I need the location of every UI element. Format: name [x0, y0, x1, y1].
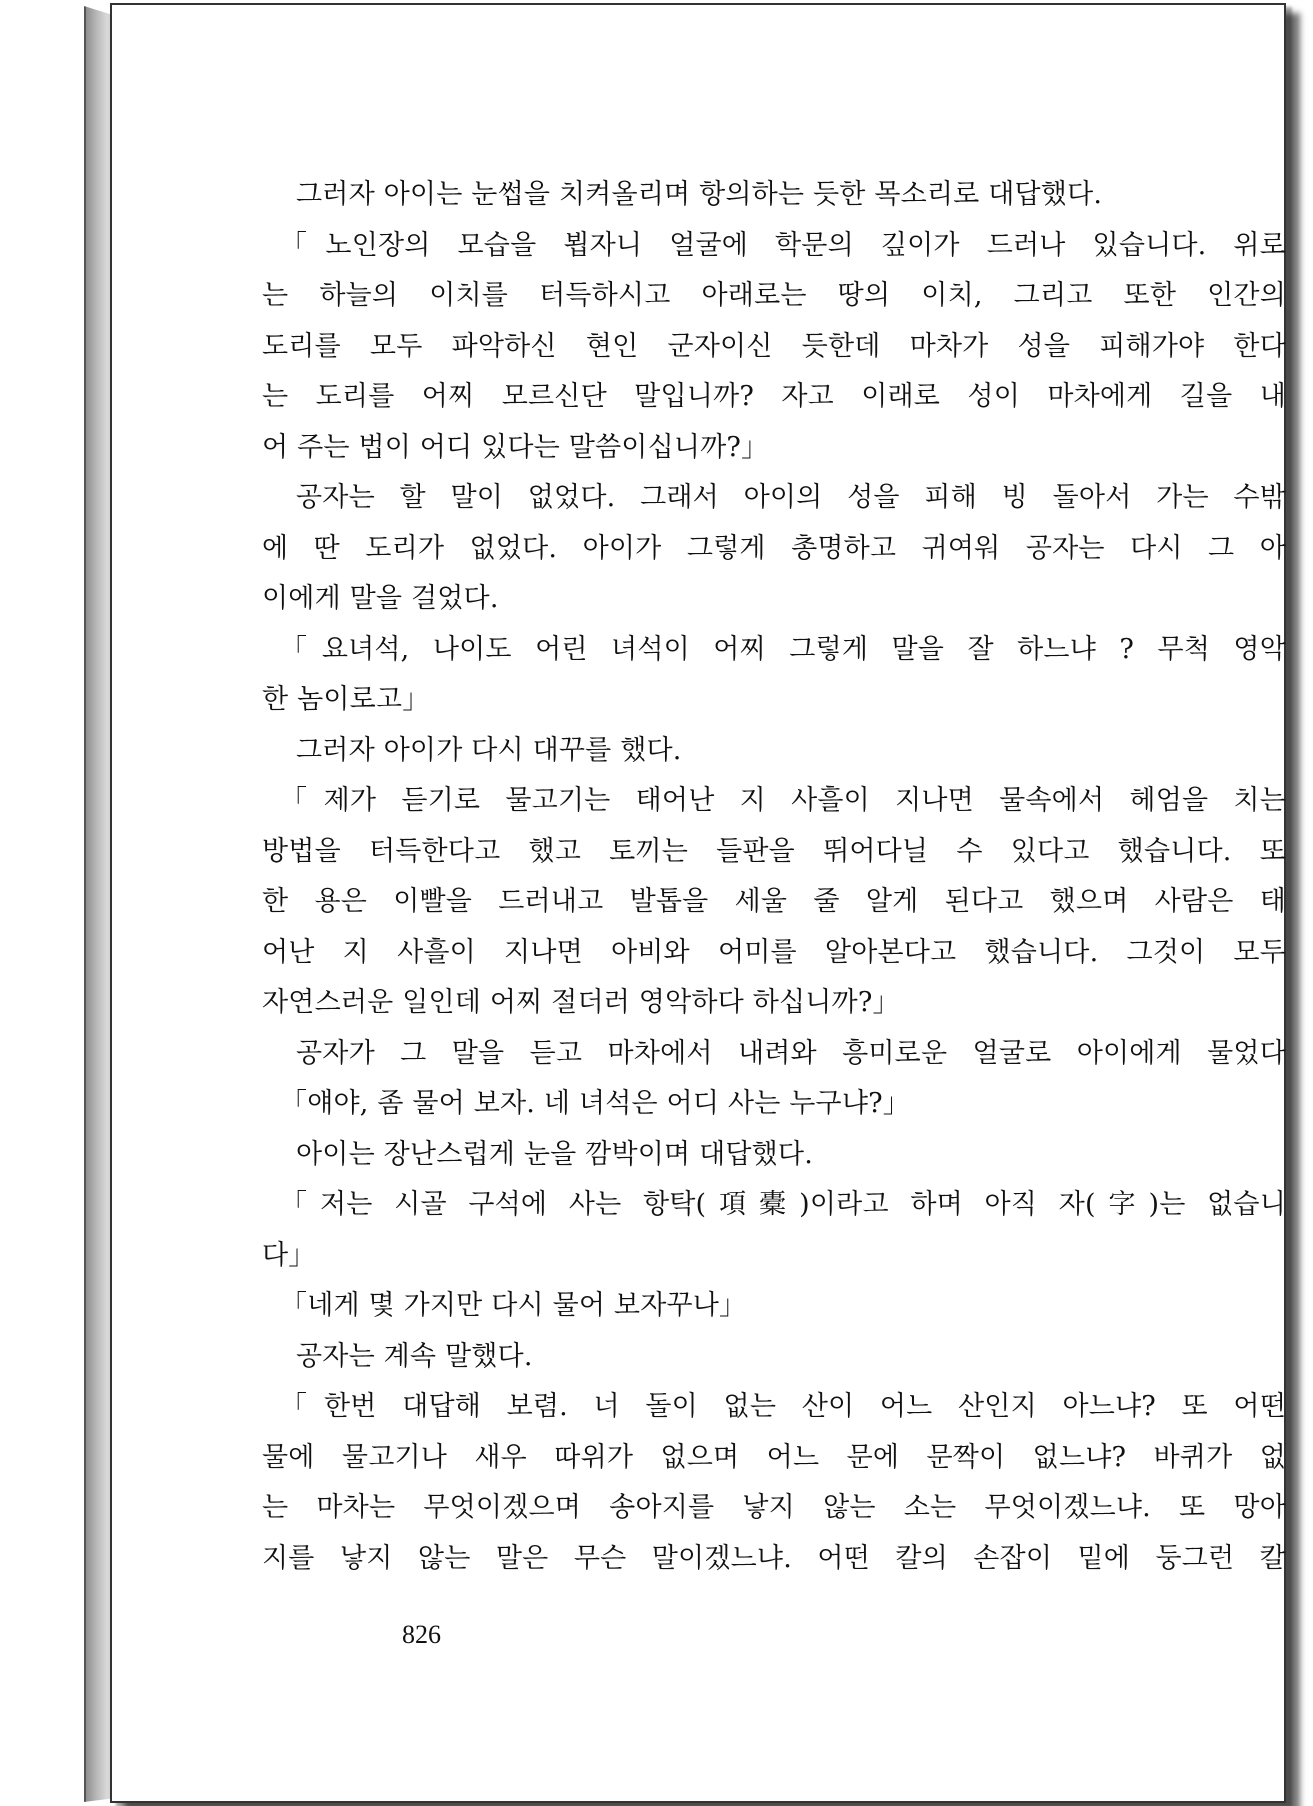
text-line: 「요녀석, 나이도 어린 녀석이 어찌 그렇게 말을 잘 하느냐 ? 무척 영악: [280, 633, 1286, 665]
text-line: 이에게 말을 걸었다.: [262, 583, 499, 614]
text-line: 공자는 계속 말했다.: [296, 1340, 533, 1372]
text-line: 물에 물고기나 새우 따위가 없으며 어느 문에 문짝이 없느냐? 바퀴가 없: [262, 1441, 1286, 1473]
page-number: 826: [402, 1620, 441, 1649]
text-line: 「네게 몇 가지만 다시 물어 보자꾸나」: [280, 1290, 747, 1321]
text-line: 아이는 장난스럽게 눈을 깜박이며 대답했다.: [296, 1138, 813, 1170]
text-line: 한 용은 이빨을 드러내고 발톱을 세울 줄 알게 된다고 했으며 사람은 태: [262, 886, 1286, 917]
text-line: 한 놈이로고」: [262, 684, 430, 715]
text-line: 공자가 그 말을 듣고 마차에서 내려와 흥미로운 얼굴로 아이에게 물었다: [296, 1037, 1286, 1069]
text-line: 는 마차는 무엇이겠으며 송아지를 낳지 않는 소는 무엇이겠느냐. 또 망아: [262, 1492, 1286, 1523]
text-line: 「얘야, 좀 물어 보자. 네 녀석은 어디 사는 누구냐?」: [280, 1088, 910, 1119]
text-line: 「저는 시골 구석에 사는 항탁(項橐)이라고 하며 아직 자(字)는 없습니: [280, 1189, 1286, 1220]
text-line: 어난 지 사흘이 지나면 아비와 어미를 알아본다고 했습니다. 그것이 모두: [262, 936, 1286, 968]
page-body-text: [262, 170, 1286, 1584]
text-line: 「제가 듣기로 물고기는 태어난 지 사흘이 지나면 물속에서 헤엄을 치는: [280, 785, 1286, 816]
text-line: 다」: [262, 1239, 316, 1271]
text-line: 「한번 대답해 보렴. 너 돌이 없는 산이 어느 산인지 아느냐? 또 어떤: [280, 1391, 1286, 1422]
text-line: 그러자 아이가 다시 대꾸를 했다.: [296, 734, 682, 766]
text-line: 방법을 터득한다고 했고 토끼는 들판을 뛰어다닐 수 있다고 했습니다. 또: [262, 835, 1286, 867]
text-line: 공자는 할 말이 없었다. 그래서 아이의 성을 피해 빙 돌아서 가는 수밖: [296, 482, 1286, 513]
text-line: 에 딴 도리가 없었다. 아이가 그렇게 총명하고 귀여워 공자는 다시 그 아: [262, 532, 1286, 564]
text-line: 그러자 아이는 눈썹을 치켜올리며 항의하는 듯한 목소리로 대답했다.: [296, 179, 1103, 210]
text-line: 자연스러운 일인데 어찌 절더러 영악하다 하십니까?」: [262, 987, 900, 1018]
text-line: 지를 낳지 않는 말은 무슨 말이겠느냐. 어떤 칼의 손잡이 밑에 둥그런 칼: [262, 1542, 1286, 1574]
text-line: 「노인장의 모습을 뵙자니 얼굴에 학문의 깊이가 드러나 있습니다. 위로: [280, 229, 1286, 261]
text-line: 는 하늘의 이치를 터득하시고 아래로는 땅의 이치, 그리고 또한 인간의: [262, 280, 1286, 311]
text-line: 어 주는 법이 어디 있다는 말씀이십니까?」: [262, 431, 769, 463]
book-page: [110, 3, 1286, 1803]
text-line: 는 도리를 어찌 모르신단 말입니까? 자고 이래로 성이 마차에게 길을 내: [262, 381, 1286, 412]
text-line: 도리를 모두 파악하신 현인 군자이신 듯한데 마차가 성을 피해가야 한다: [262, 330, 1286, 362]
